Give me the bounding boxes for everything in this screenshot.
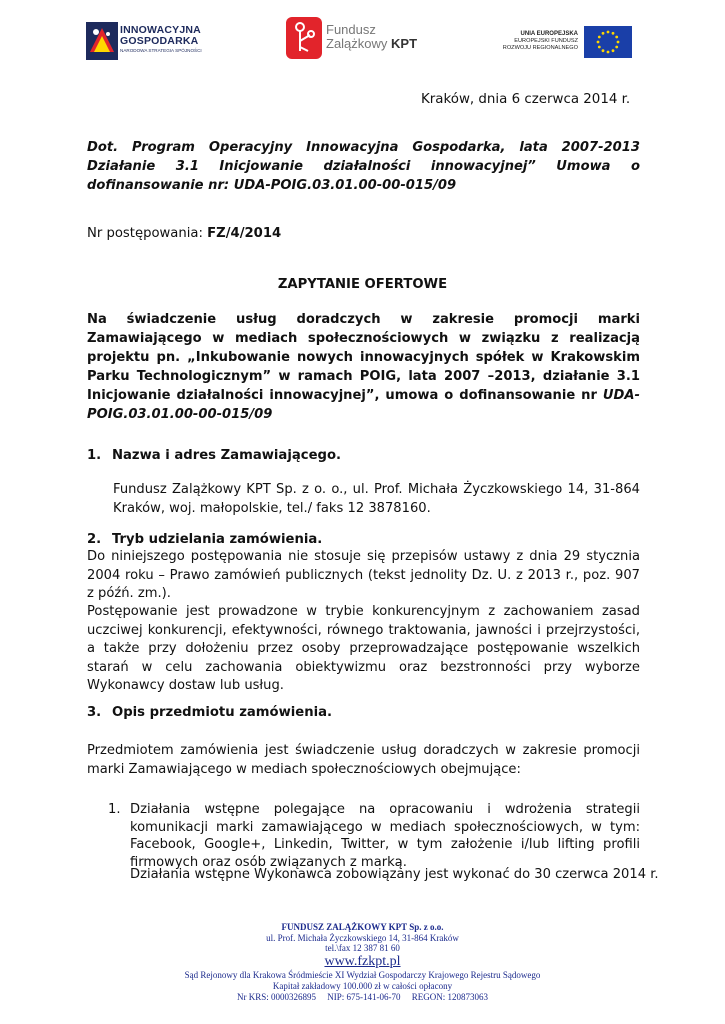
innowacyjna-gospodarka-logo bbox=[86, 22, 211, 68]
section-2-paragraph-1: Do niniejszego postępowania nie stosuje się przepisów ustawy z dnia 29 stycznia 2004 roku – Prawo zamówień publicznych (tekst jednolity Dz. U. z 2013 r., poz. 907 z późń. zm.). bbox=[87, 549, 640, 601]
footer-address: ul. Prof. Michała Życzkowskiego 14, 31-864 Kraków bbox=[266, 932, 459, 943]
list-item-number: 1. bbox=[108, 802, 121, 817]
footer-phone: tel.\fax 12 387 81 60 bbox=[325, 943, 400, 954]
intro-main: Na świadczenie usług doradczych w zakresie promocji marki Zamawiającego w mediach społecznościowych w związku z realizacją projektu pn. „Inkubowanie nowych innowacyjnych spółek w Krakowskim Parku Technologicznym” w ramach POIG, lata 2007 –2013, działanie 3.1 Inicjowanie działalności innowacyjnej”, umowa o dofinansowanie nr bbox=[87, 312, 640, 403]
section-3-heading bbox=[87, 705, 332, 720]
eu-logo bbox=[498, 26, 638, 66]
fz-line1: Fundusz bbox=[326, 22, 376, 37]
ig-logo-mark bbox=[86, 22, 118, 60]
footer-ids: Nr KRS: 0000326895 NIP: 675-141-06-70 REGON: 120873063 bbox=[237, 991, 488, 1002]
section-3-number: 3. bbox=[87, 705, 102, 720]
section-1-title: Nazwa i adres Zamawiającego. bbox=[112, 448, 342, 463]
list-item-deadline: Działania wstępne Wykonawca zobowiązany jest wykonać do 30 czerwca 2014 r. bbox=[130, 867, 659, 882]
header-logos bbox=[0, 8, 725, 58]
fz-logo-mark bbox=[286, 17, 322, 59]
section-2-number: 2. bbox=[87, 532, 102, 547]
eu-line1: UNIA EUROPEJSKA bbox=[520, 31, 578, 37]
list-item bbox=[108, 801, 640, 871]
procedure-number-label: Nr postępowania: bbox=[87, 226, 208, 241]
fz-line2b: KPT bbox=[391, 36, 418, 51]
footer-website-link[interactable]: www.fzkpt.pl bbox=[324, 954, 401, 970]
fz-line2a: Zalążkowy bbox=[326, 36, 388, 51]
footer-court: Sąd Rejonowy dla Krakowa Śródmieście XI Wydział Gospodarczy Krajowego Rejestru Sądowego bbox=[184, 970, 541, 981]
footer-capital: Kapitał zakładowy 100.000 zł w całości opłacony bbox=[272, 980, 453, 991]
section-2-heading bbox=[87, 532, 322, 547]
intro-paragraph bbox=[87, 310, 640, 424]
ig-line1: INNOWACYJNA bbox=[120, 24, 201, 36]
footer bbox=[0, 922, 725, 1002]
page-title: ZAPYTANIE OFERTOWE bbox=[277, 277, 448, 292]
section-3-paragraph-1: Przedmiotem zamówienia jest świadczenie usług doradczych w zakresie promocji marki Zamawiającego w mediach społecznościowych obejmujące: bbox=[87, 743, 640, 777]
procedure-number-value: FZ/4/2014 bbox=[207, 226, 282, 241]
eu-line3: ROZWOJU REGIONALNEGO bbox=[502, 45, 578, 51]
section-2-paragraph-2: Postępowanie jest prowadzone w trybie konkurencyjnym z zachowaniem zasad uczciwej konkurencji, efektywności, równego traktowania, jawności i przejrzystości, a także przy dołożeniu przez osoby przeprowadzające postępowanie wszelkich starań w celu zachowania obiektywizmu oraz bezstronności przy wyborze Wykonawcy dostaw lub usług. bbox=[87, 604, 640, 693]
subject-line: Dot. Program Operacyjny Innowacyjna Gospodarka, lata 2007-2013 Działanie 3.1 Inicjowanie działalności innowacyjnej” Umowa o dofinansowanie nr: UDA-POIG.03.01.00-00-015/09 bbox=[87, 140, 640, 193]
eu-line2: EUROPEJSKI FUNDUSZ bbox=[514, 38, 578, 44]
section-3-title: Opis przedmiotu zamówienia. bbox=[112, 705, 333, 720]
document-date: Kraków, dnia 6 czerwca 2014 r. bbox=[421, 92, 631, 107]
intro-italic: UDA-POIG.03.01.00-00-015/09 bbox=[87, 388, 640, 422]
eu-flag-icon bbox=[584, 26, 632, 58]
section-2-title: Tryb udzielania zamówienia. bbox=[112, 532, 323, 547]
section-1-text: Fundusz Zalążkowy KPT Sp. z o. o., ul. Prof. Michała Życzkowskiego 14, 31-864 Kraków, woj. małopolskie, tel./ faks 12 3878160. bbox=[113, 482, 640, 516]
footer-company: FUNDUSZ ZALĄŻKOWY KPT Sp. z o.o. bbox=[281, 922, 444, 932]
list-item-text: Działania wstępne polegające na opracowaniu i wdrożenia strategii komunikacji marki zamawiającego w mediach społecznościowych, w tym: Facebook, Google+, Linkedin, Twitter, w tym założenie i/lub lifting profili firmowych oraz osób związanych z marką. bbox=[130, 802, 640, 870]
ig-sub: NARODOWA STRATEGIA SPÓJNOŚCI bbox=[120, 48, 202, 53]
procedure-number bbox=[87, 226, 281, 241]
section-1-number: 1. bbox=[87, 448, 102, 463]
section-1-heading bbox=[87, 448, 341, 463]
ig-line2: GOSPODARKA bbox=[120, 35, 199, 47]
fundusz-zalazkowy-logo bbox=[286, 17, 426, 61]
